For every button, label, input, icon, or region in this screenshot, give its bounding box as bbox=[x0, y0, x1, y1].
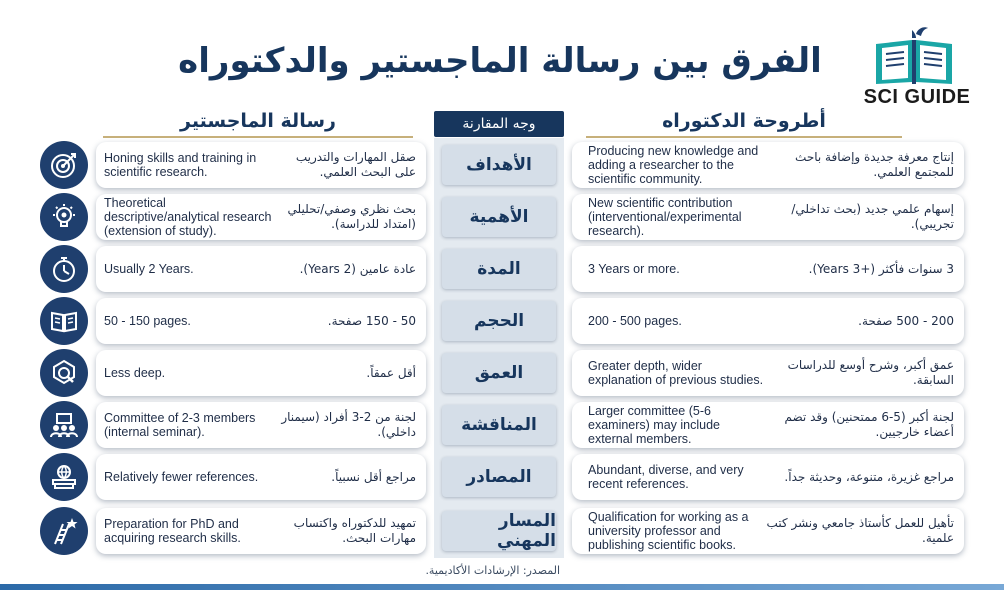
phd-text-ar: إنتاج معرفة جديدة وإضافة باحث للمجتمع العلمي. bbox=[795, 150, 954, 179]
phd-text-en: New scientific contribution (interventional/experimental research). bbox=[588, 196, 742, 238]
book-bird-icon bbox=[872, 26, 956, 86]
phd-card bbox=[572, 298, 964, 344]
phd-text-ar: إسهام علمي جديد (بحث تداخلي/تجريبي). bbox=[791, 202, 954, 231]
masters-card bbox=[96, 298, 426, 344]
phd-text-ar: لجنة أكبر (5-6 ممتحنين) وقد تضم أعضاء خارجيين. bbox=[784, 410, 954, 439]
phd-card bbox=[572, 402, 964, 448]
phd-text-ar: 200 - 500 صفحة. bbox=[858, 313, 954, 328]
comparison-row bbox=[0, 296, 1004, 346]
phd-text-ar: تأهيل للعمل كأستاذ جامعي ونشر كتب علمية. bbox=[766, 516, 954, 545]
masters-text-ar: صقل المهارات والتدريب على البحث العلمي. bbox=[295, 150, 416, 179]
phd-card bbox=[572, 350, 964, 396]
phd-text-en: 200 - 500 pages. bbox=[588, 314, 682, 328]
phd-text-en: Larger committee (5-6 examiners) may include external members. bbox=[588, 404, 720, 446]
comparison-row bbox=[0, 400, 1004, 450]
phd-card bbox=[572, 508, 964, 554]
committee-icon bbox=[40, 401, 88, 449]
masters-text-en: Theoretical descriptive/analytical research (extension of study). bbox=[104, 196, 272, 238]
comparison-row bbox=[0, 452, 1004, 502]
aspect-label: المدة bbox=[442, 249, 556, 289]
masters-text-ar: 50 - 150 صفحة. bbox=[327, 313, 416, 328]
phd-text-en: Qualification for working as a university professor and publishing scientific books. bbox=[588, 510, 749, 552]
masters-card bbox=[96, 350, 426, 396]
masters-text-ar: عادة عامين (2 Years). bbox=[299, 261, 416, 276]
phd-card bbox=[572, 246, 964, 292]
masters-text-en: Committee of 2-3 members (internal seminar). bbox=[104, 411, 256, 439]
masters-text-ar: مراجع أقل نسبياً. bbox=[331, 469, 416, 484]
masters-text-en: Usually 2 Years. bbox=[104, 262, 194, 276]
page-title: الفرق بين رسالة الماجستير والدكتوراه bbox=[178, 41, 822, 81]
lightbulb-gear-icon bbox=[40, 193, 88, 241]
aspect-label: الحجم bbox=[442, 301, 556, 341]
ladder-star-icon bbox=[40, 507, 88, 555]
comparison-row bbox=[0, 140, 1004, 190]
masters-text-en: Honing skills and training in scientific research. bbox=[104, 151, 257, 179]
phd-text-ar: مراجع غزيرة، متنوعة، وحديثة جداً. bbox=[784, 469, 954, 484]
aspect-label: المناقشة bbox=[442, 405, 556, 445]
logo-text: SCI GUIDE bbox=[863, 86, 971, 108]
comparison-row bbox=[0, 192, 1004, 242]
comparison-row bbox=[0, 506, 1004, 556]
masters-text-ar: بحث نظري وصفي/تحليلي (امتداد للدراسة). bbox=[287, 202, 416, 231]
comparison-row bbox=[0, 244, 1004, 294]
masters-text-en: 50 - 150 pages. bbox=[104, 314, 191, 328]
comparison-row bbox=[0, 348, 1004, 398]
masters-text-en: Relatively fewer references. bbox=[104, 470, 259, 484]
aspect-label: الأهمية bbox=[442, 197, 556, 237]
masters-text-ar: لجنة من 2-3 أفراد (سيمنار داخلي). bbox=[281, 410, 416, 439]
masters-header: رسالة الماجستير bbox=[103, 110, 413, 138]
books-globe-icon bbox=[40, 453, 88, 501]
phd-card bbox=[572, 454, 964, 500]
source-note: المصدر: الإرشادات الأكاديمية. bbox=[425, 564, 560, 577]
phd-header: أطروحة الدكتوراه bbox=[586, 110, 902, 138]
masters-text-en: Preparation for PhD and acquiring research skills. bbox=[104, 517, 241, 545]
bottom-accent-bar bbox=[0, 584, 1004, 590]
masters-text-ar: تمهيد للدكتوراه واكتساب مهارات البحث. bbox=[293, 516, 416, 545]
masters-card bbox=[96, 142, 426, 188]
masters-card bbox=[96, 402, 426, 448]
stopwatch-icon bbox=[40, 245, 88, 293]
target-icon bbox=[40, 141, 88, 189]
aspect-label: الأهداف bbox=[442, 145, 556, 185]
aspect-label: المسار المهني bbox=[442, 511, 556, 551]
magnifier-cube-icon bbox=[40, 349, 88, 397]
masters-card bbox=[96, 194, 426, 240]
phd-card bbox=[572, 142, 964, 188]
phd-text-en: Greater depth, wider explanation of previous studies. bbox=[588, 359, 764, 387]
masters-text-ar: أقل عمقاً. bbox=[366, 365, 416, 380]
masters-card bbox=[96, 246, 426, 292]
phd-text-ar: عمق أكبر، وشرح أوسع للدراسات السابقة. bbox=[787, 358, 954, 387]
masters-card bbox=[96, 454, 426, 500]
phd-text-en: Producing new knowledge and adding a researcher to the scientific community. bbox=[588, 144, 759, 186]
phd-text-en: Abundant, diverse, and very recent references. bbox=[588, 463, 744, 491]
sci-guide-logo bbox=[858, 6, 976, 112]
aspect-label: المصادر bbox=[442, 457, 556, 497]
open-book-icon bbox=[40, 297, 88, 345]
comparison-header: وجه المقارنة bbox=[434, 111, 564, 137]
phd-text-ar: 3 سنوات فأكثر (+3 Years). bbox=[808, 261, 954, 276]
phd-text-en: 3 Years or more. bbox=[588, 262, 680, 276]
phd-card bbox=[572, 194, 964, 240]
masters-card bbox=[96, 508, 426, 554]
masters-text-en: Less deep. bbox=[104, 366, 166, 380]
aspect-label: العمق bbox=[442, 353, 556, 393]
